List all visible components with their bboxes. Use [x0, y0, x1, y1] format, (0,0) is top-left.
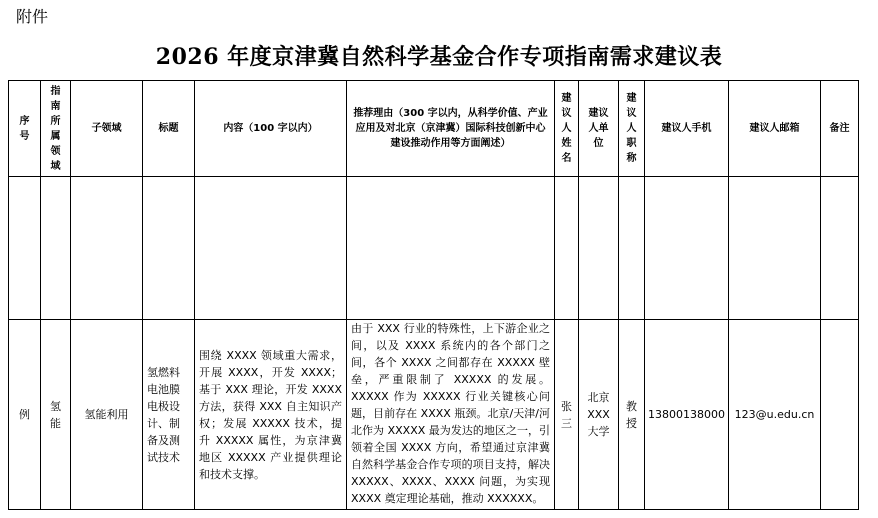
example-unit: 北京XXX大学 [579, 320, 619, 510]
blank-cell [71, 177, 143, 320]
col-header-phone: 建议人手机 [645, 81, 729, 177]
blank-cell [347, 177, 555, 320]
col-header-field: 指南所属领域 [41, 81, 71, 177]
example-phone: 13800138000 [645, 320, 729, 510]
col-header-reason: 推荐理由（300 字以内，从科学价值、产业应用及对北京（京津冀）国际科技创新中心建设推动作用等方面阐述） [347, 81, 555, 177]
example-field: 氢能 [41, 320, 71, 510]
blank-cell [619, 177, 645, 320]
blank-cell [41, 177, 71, 320]
attachment-label: 附件 [16, 7, 49, 26]
col-header-unit: 建议人单位 [579, 81, 619, 177]
blank-cell [555, 177, 579, 320]
blank-cell [579, 177, 619, 320]
blank-row [9, 177, 859, 320]
example-email: 123@u.edu.cn [729, 320, 821, 510]
col-header-title: 建议人职称 [619, 81, 645, 177]
suggestion-table [8, 80, 859, 510]
page-title: 2026 年度京津冀自然科学基金合作专项指南需求建议表 [155, 44, 723, 70]
col-header-name: 建议人姓名 [555, 81, 579, 177]
col-header-subfield: 子领域 [71, 81, 143, 177]
col-header-note: 备注 [821, 81, 859, 177]
blank-cell [645, 177, 729, 320]
col-header-content: 内容（100 字以内） [195, 81, 347, 177]
blank-cell [143, 177, 195, 320]
blank-cell [195, 177, 347, 320]
blank-cell [821, 177, 859, 320]
col-header-email: 建议人邮箱 [729, 81, 821, 177]
example-name: 张三 [555, 320, 579, 510]
example-note [821, 320, 859, 510]
example-reason: 由于 XXX 行业的特殊性，上下游企业之间，以及 XXXX 系统内的各个部门之间，各个 XXXX 之间都存在 XXXXX 壁垒，严重限制了 XXXXX 的发展。XXXXX 作为 XXXXX 行业关键核心问题，目前存在 XXXX 瓶颈。北京/天津/河北作为 XXXXX 最为发达的地区之一，引领着全国 XXXX 方向，希望通过京津冀自然科学基金合作专项的项目支持，解决 XXXXX、XXXX、XXXX 问题，为实现 XXXX 奠定理论基础，推动 XXXXXX。 [347, 320, 555, 510]
example-title: 教授 [619, 320, 645, 510]
example-row [9, 320, 859, 510]
example-index: 例 [9, 320, 41, 510]
blank-cell [9, 177, 41, 320]
example-topic: 氢燃料电池膜电极设计、制备及测试技术 [143, 320, 195, 510]
col-header-topic: 标题 [143, 81, 195, 177]
blank-cell [729, 177, 821, 320]
example-content: 围绕 XXXX 领域重大需求，开展 XXXX，开发 XXXX；基于 XXX 理论，开发 XXXX 方法，获得 XXX 自主知识产权；发展 XXXXX 技术，提升 XXXXX 属性，为京津冀地区 XXXXX 产业提供理论和技术支撑。 [195, 320, 347, 510]
example-subfield: 氢能利用 [71, 320, 143, 510]
col-header-index: 序号 [9, 81, 41, 177]
header-row [9, 81, 859, 177]
